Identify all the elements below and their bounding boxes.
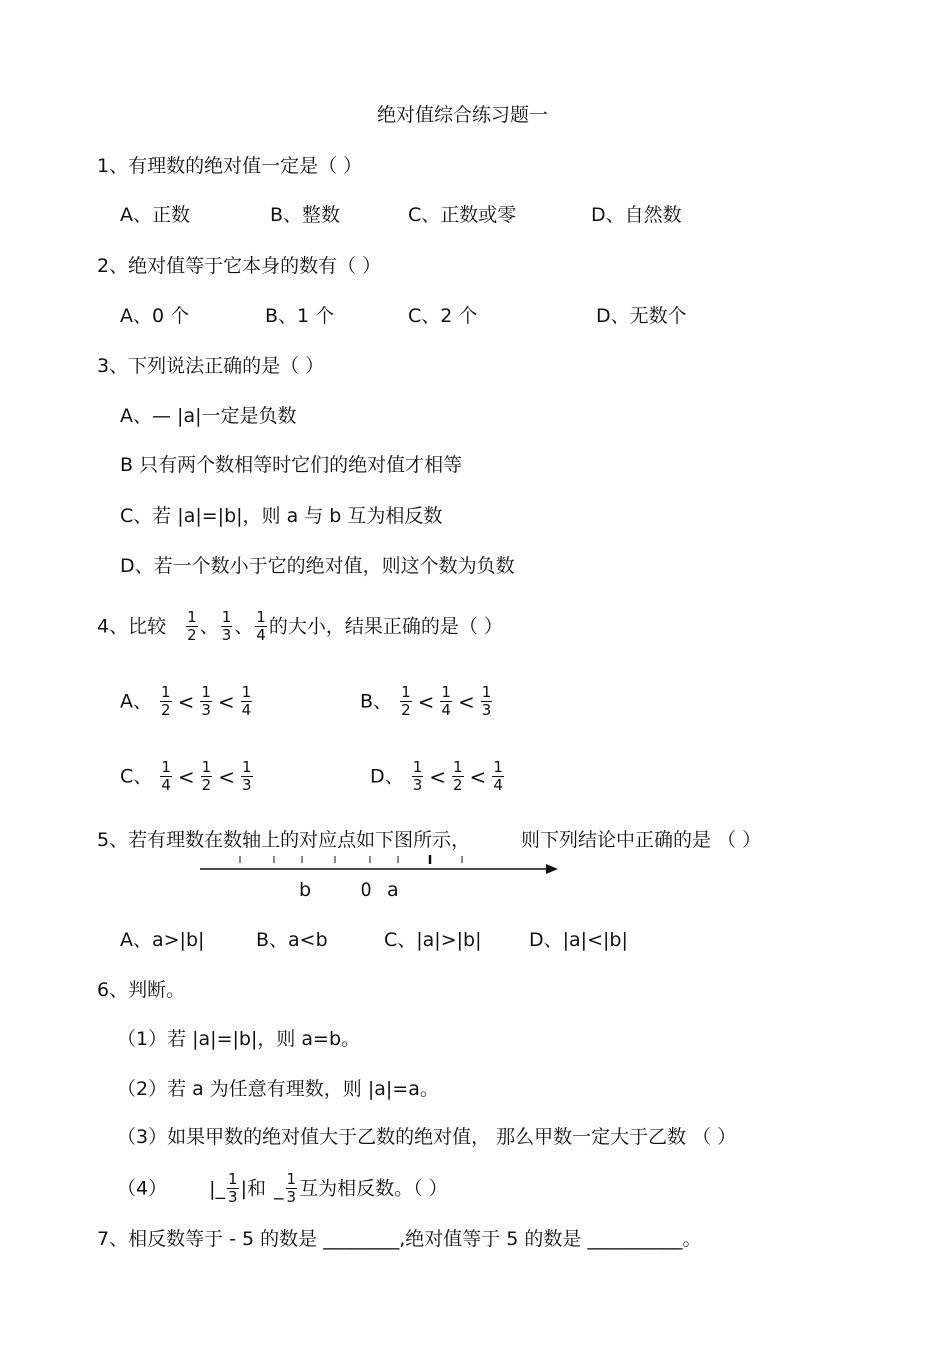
question-1-stem: 1、有理数的绝对值一定是（ ） [97, 155, 363, 177]
question-7-stem: 7、相反数等于 - 5 的数是 ________,绝对值等于 5 的数是 __________。 [97, 1228, 702, 1250]
q6-item-3: （3）如果甲数的绝对值大于乙数的绝对值， 那么甲数一定大于乙数 （ ） [117, 1126, 737, 1148]
question-5-stem-right: 则下列结论中正确的是 （ ） [521, 829, 762, 851]
q6-item-1: （1）若 |a|=|b|，则 a=b。 [117, 1028, 361, 1050]
question-3-stem: 3、下列说法正确的是（ ） [97, 355, 325, 377]
q6-item-4: （4） |_ $\frac{1}{3}$ |和 _ $\frac{1}{3}$ 互为相反数。（ ） [117, 1170, 448, 1206]
q4-option-b: B、 $\frac{1}{2}$ < $\frac{1}{4}$ < $\frac{1}{3}$ [360, 683, 492, 719]
q2-option-a: A、0 个 [120, 305, 190, 327]
q1-option-d: D、自然数 [591, 204, 682, 226]
question-4-stem: 4、比较 $\frac{1}{2}$ 、 $\frac{1}{3}$ 、 $\frac{1}{4}$ 的大小，结果正确的是（ ） [97, 608, 503, 644]
question-2-stem: 2、绝对值等于它本身的数有（ ） [97, 255, 382, 277]
q2-option-d: D、无数个 [596, 305, 687, 327]
q3-option-c: C、若 |a|=|b|，则 a 与 b 互为相反数 [120, 505, 443, 527]
q4-fraction-2: $\frac{1}{3}$ [221, 608, 232, 644]
q2-option-b: B、1 个 [265, 305, 335, 327]
q5-option-a: A、a>|b| [120, 929, 205, 951]
number-line-label-a: a [387, 879, 399, 901]
q3-option-a: A、— |a|一定是负数 [120, 405, 297, 427]
q5-option-b: B、a<b [256, 929, 328, 951]
q4-fraction-3: $\frac{1}{4}$ [256, 608, 266, 644]
q1-option-a: A、正数 [120, 204, 190, 226]
q1-option-b: B、整数 [270, 204, 341, 226]
number-line-label-b: b [299, 879, 312, 901]
q4-option-a: A、 $\frac{1}{2}$ < $\frac{1}{3}$ < $\frac{1}{4}$ [120, 683, 252, 719]
q3-option-b: B 只有两个数相等时它们的绝对值才相等 [120, 454, 463, 476]
q2-option-c: C、2 个 [408, 305, 478, 327]
question-6-stem: 6、判断。 [97, 979, 186, 1001]
q5-option-c: C、|a|>|b| [384, 929, 482, 951]
question-5-stem: 5、若有理数在数轴上的对应点如下图所示， [97, 829, 471, 851]
q4-prefix: 4、比较 [97, 615, 167, 638]
page-title: 绝对值综合练习题一 [377, 104, 549, 126]
q4-suffix: 的大小，结果正确的是（ ） [268, 615, 503, 638]
q6-item-2: （2）若 a 为任意有理数，则 |a|=a。 [117, 1078, 439, 1100]
q4-option-c: C、 $\frac{1}{4}$ < $\frac{1}{2}$ < $\frac{1}{3}$ [120, 758, 252, 794]
q4-fraction-1: $\frac{1}{2}$ [187, 608, 197, 644]
q1-option-c: C、正数或零 [408, 204, 517, 226]
number-line-diagram [190, 850, 570, 910]
q5-option-d: D、|a|<|b| [529, 929, 628, 951]
number-line-label-zero: 0 [360, 879, 372, 901]
q4-option-d: D、 $\frac{1}{3}$ < $\frac{1}{2}$ < $\frac{1}{4}$ [370, 758, 503, 794]
q3-option-d: D、若一个数小于它的绝对值，则这个数为负数 [120, 555, 515, 577]
